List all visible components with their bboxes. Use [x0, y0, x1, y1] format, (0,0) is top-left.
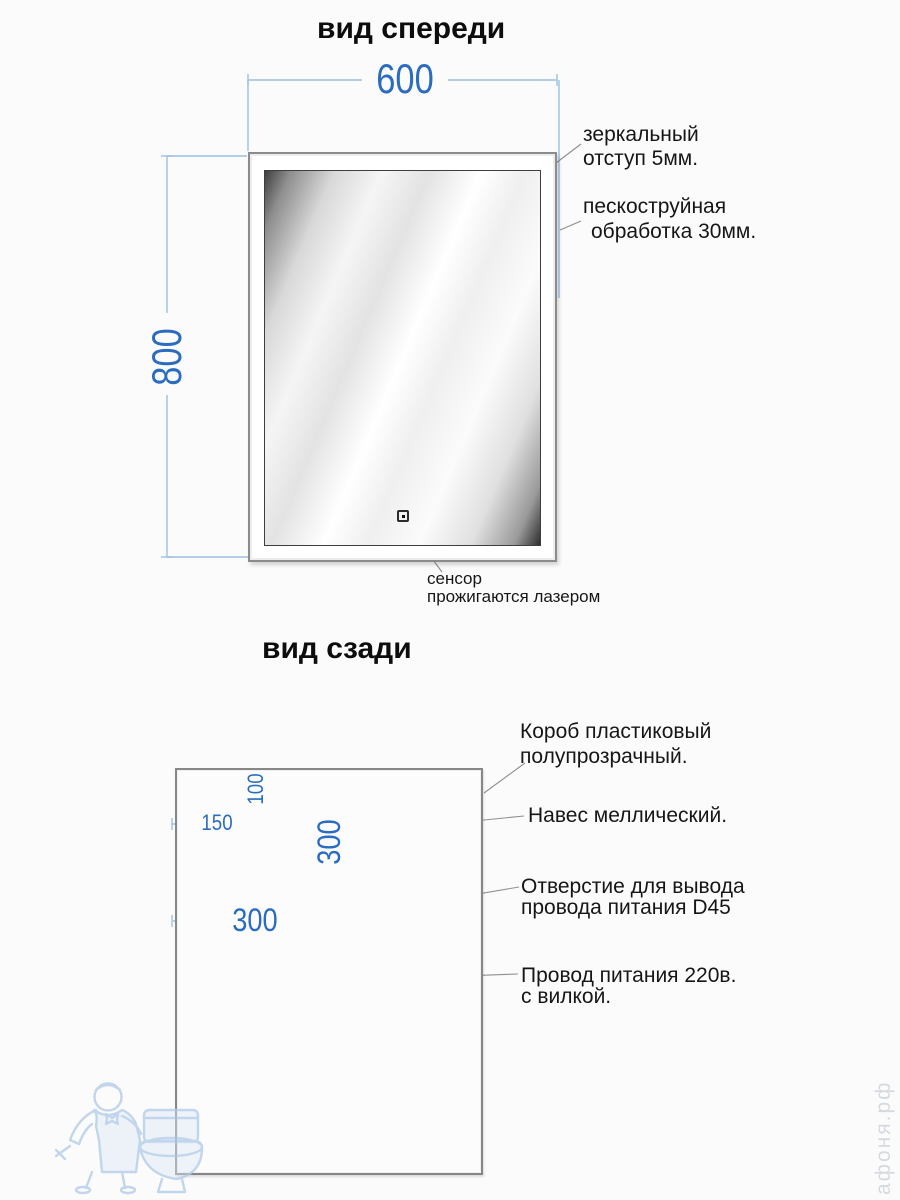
front-height-dim-value: 800 [143, 328, 190, 386]
mirror-frame [248, 152, 557, 562]
hole-vertical-dim-value: 300 [311, 819, 347, 865]
mirror-offset-label-line2: отступ 5мм. [583, 147, 699, 170]
cord-label-line1: Провод питания 220в. [521, 964, 737, 987]
site-watermark: афоня.рф [872, 1080, 895, 1195]
mirror-offset-leader [556, 144, 581, 163]
mirror-offset-label-line1: зеркальный [583, 123, 699, 146]
hanger-side-dim-value: 150 [201, 810, 233, 835]
hanger-top-dim-value: 100 [243, 773, 268, 805]
hole-horizontal-dim-value: 300 [232, 902, 278, 938]
cord-label-line2: с вилкой. [521, 985, 612, 1008]
mirror-offset-label [583, 123, 699, 171]
hole-label-line2: провода питания D45 [521, 896, 731, 919]
sensor-label [427, 570, 600, 606]
sandblast-label-line2: обработка 30мм. [591, 220, 757, 243]
cord-label [521, 965, 736, 1007]
sandblast-label-line1: пескоструйная [583, 195, 727, 218]
front-view-title: вид спереди [317, 12, 506, 45]
sensor-icon [397, 510, 409, 522]
mirror-glass [264, 170, 541, 546]
hole-label-line1: Отверстие для вывода [521, 875, 745, 898]
box-label-line2: полупрозрачный. [520, 745, 688, 768]
hole-label [521, 876, 745, 918]
sandblast-leader [560, 221, 581, 230]
sensor-label-line1: сенсор [427, 569, 482, 588]
box-label [520, 719, 711, 769]
sandblast-label [583, 194, 756, 244]
plumber-logo [22, 1076, 252, 1198]
sensor-label-line2: прожигаются лазером [427, 587, 601, 606]
front-width-dim-value: 600 [376, 55, 434, 102]
box-label-line1: Короб пластиковый [520, 720, 712, 743]
box-leader [484, 763, 525, 793]
hanger-label: Навес меллический. [528, 804, 728, 827]
back-view-title: вид сзади [262, 632, 412, 665]
